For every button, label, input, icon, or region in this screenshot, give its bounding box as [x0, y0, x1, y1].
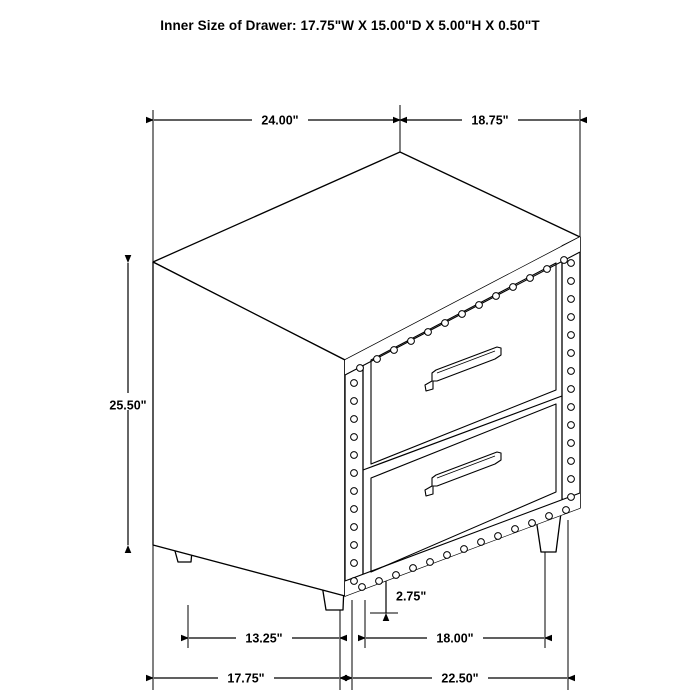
dimlabel-bottom-inner-right: 18.00" — [436, 631, 474, 646]
dimlabel-bottom-inner-left: 13.25" — [245, 631, 283, 646]
dimlabel-top-right: 18.75" — [471, 113, 509, 128]
dimlabel-leg-height: 2.75" — [396, 589, 427, 604]
nightstand-drawing — [153, 152, 580, 610]
dimlabel-left-height: 25.50" — [109, 398, 147, 413]
dimlabel-bottom-outer-left: 17.75" — [227, 671, 265, 686]
dimlabel-bottom-outer-right: 22.50" — [441, 671, 479, 686]
dimlabel-top-left: 24.00" — [261, 113, 299, 128]
page-title: Inner Size of Drawer: 17.75"W X 15.00"D X 5.00"H X 0.50"T — [160, 18, 540, 33]
